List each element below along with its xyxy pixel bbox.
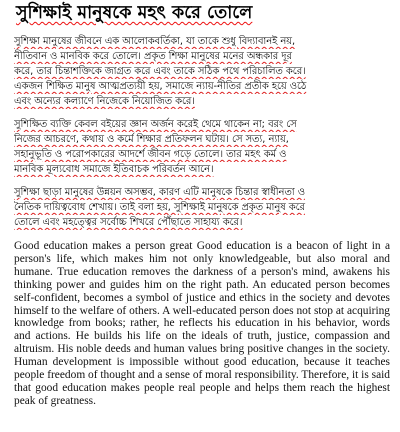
bengali-line: এবং অন্যের কল্যাণে নিজেকে নিয়োজিত করে। <box>14 96 195 107</box>
bengali-line: নীতিবান ও মানবিক করে তোলে। প্রকৃত শিক্ষা মানুষের মনের অন্ধকার দূর <box>14 51 292 62</box>
bengali-paragraph-2 <box>14 117 390 177</box>
bengali-line: নৈতিক দায়িত্ববোধ শেখায়। তাই বলা হয়, সুশিক্ষাই মানুষকে প্রকৃত মানুষ করে <box>14 202 305 213</box>
english-paragraph: Good education makes a person great Good education is a beacon of light in a person's life, which makes him not only knowledgeable, but also moral and humane. True education removes the darkness of a person's mind, awakens his thinking power and guides him on the right path. An educated person becomes self-confident, becomes a symbol of justice and ethics in the society and devotes himself to the welfare of others. A well-educated person does not stop at acquiring knowledge from books; rather, he reflects his education in his behavior, words and actions. He builds his life on the ideals of truth, justice, compassion and altruism. His noble deeds and human values bring positive changes in the society. Human development is impossible without good education, because it teaches people freedom of thought and a sense of moral responsibility. Therefore, it is said that good education makes people real people and helps them reach the highest peak of greatness. <box>14 240 390 407</box>
bengali-line: সুশিক্ষা মানুষের জীবনে এক আলোকবর্তিকা, যা তাকে শুধু বিদ্যাবানই নয়, <box>14 36 296 47</box>
bengali-line: নিজের আচরণে, কথায় ও কর্মে শিক্ষার প্রতিফলন ঘটায়। সে সত্য, ন্যায়, <box>14 134 289 145</box>
bengali-line: একজন শিক্ষিত মানুষ আত্মপ্রত্যয়ী হয়, সমাজে ন্যায়-নীতির প্রতীক হয়ে ওঠে <box>14 81 307 92</box>
bengali-line: করে, তার চিন্তাশক্তিকে জাগ্রত করে এবং তাকে সঠিক পথে পরিচালিত করে। <box>14 66 306 77</box>
bengali-line: সুশিক্ষা ছাড়া মানুষের উন্নয়ন অসম্ভব, কারণ এটি মানুষকে চিন্তার স্বাধীনতা ও <box>14 187 305 198</box>
bengali-line: সহানুভূতি ও পরোপকারের আদর্শে জীবন গড়ে তোলে। তার মহৎ কর্ম ও <box>14 149 287 160</box>
bengali-line: মানবিক মূল্যবোধ সমাজে ইতিবাচক পরিবর্তন আনে। <box>14 164 214 175</box>
document-title: সুশিক্ষাই মানুষকে মহৎ করে তোলে <box>16 3 253 23</box>
bengali-line: সুশিক্ষিত ব্যক্তি কেবল বইয়ের জ্ঞান অর্জন করেই থেমে থাকেন না; বরং সে <box>14 119 297 130</box>
bengali-paragraph-1 <box>14 34 390 109</box>
bengali-paragraph-3 <box>14 185 390 230</box>
bengali-line: তোলে এবং মহত্ত্বের সর্বোচ্চ শিখরে পৌঁছাতে সাহায্য করে। <box>14 217 243 228</box>
